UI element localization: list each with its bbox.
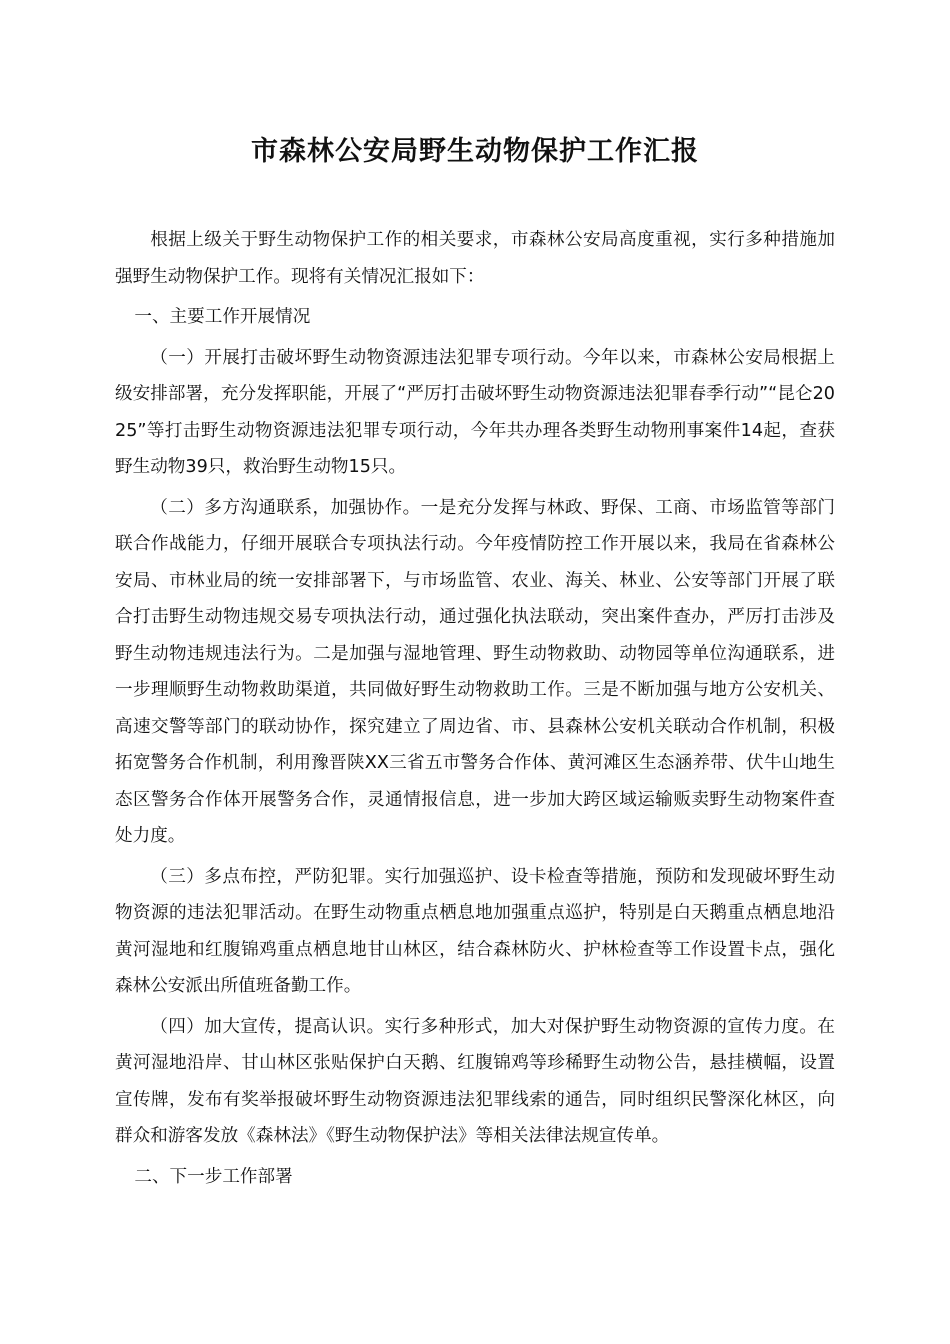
document-title: 市森林公安局野生动物保护工作汇报 (251, 136, 699, 167)
section-heading-2: 二、下一步工作部署 (134, 1166, 293, 1187)
section-heading-1: 一、主要工作开展情况 (134, 307, 311, 327)
paragraph-3: （三）多点布控，严防犯罪。实行加强巡护、设卡检查等措施，预防和发现破坏野生动物资源的违法犯罪活动。在野生动物重点栖息地加强重点巡护，特别是白天鹅重点栖息地沿黄河湿地和红腹锦鸡重点栖息地甘山林区，结合森林防火、护林检查等工作设置卡点，强化森林公安派出所值班备勤工作。 (115, 866, 835, 996)
paragraph-1: （一）开展打击破坏野生动物资源违法犯罪专项行动。今年以来，市森林公安局根据上级安排部署，充分发挥职能，开展了“严厉打击破坏野生动物资源违法犯罪春季行动”“昆仑2025”等打击野生动物资源违法犯罪专项行动，今年共办理各类野生动物刑事案件14起，查获野生动物39只，救治野生动物15只。 (115, 347, 835, 477)
intro-paragraph: 根据上级关于野生动物保护工作的相关要求，市森林公安局高度重视，实行多种措施加强野生动物保护工作。现将有关情况汇报如下： (115, 230, 835, 287)
paragraph-2: （二）多方沟通联系，加强协作。一是充分发挥与林政、野保、工商、市场监管等部门联合作战能力，仔细开展联合专项执法行动。今年疫情防控工作开展以来，我局在省森林公安局、市林业局的统一安排部署下，与市场监管、农业、海关、林业、公安等部门开展了联合打击野生动物违规交易专项执法行动，通过强化执法联动，突出案件查办，严厉打击涉及野生动物违规违法行为。二是加强与湿地管理、野生动物救助、动物园等单位沟通联系，进一步理顺野生动物救助渠道，共同做好野生动物救助工作。三是不断加强与地方公安机关、高速交警等部门的联动协作，探究建立了周边省、市、县森林公安机关联动合作机制，积极拓宽警务合作机制，利用豫晋陕XX三省五市警务合作体、黄河滩区生态涵养带、伏牛山地生态区警务合作体开展警务合作，灵通情报信息，进一步加大跨区域运输贩卖野生动物案件查处力度。 (115, 497, 835, 846)
paragraph-4: （四）加大宣传，提高认识。实行多种形式，加大对保护野生动物资源的宣传力度。在黄河湿地沿岸、甘山林区张贴保护白天鹅、红腹锦鸡等珍稀野生动物公告，悬挂横幅，设置宣传牌，发布有奖举报破坏野生动物资源违法犯罪线索的通告，同时组织民警深化林区，向群众和游客发放《森林法》《野生动物保护法》等相关法律法规宣传单。 (115, 1016, 835, 1146)
document-body (115, 222, 835, 1199)
